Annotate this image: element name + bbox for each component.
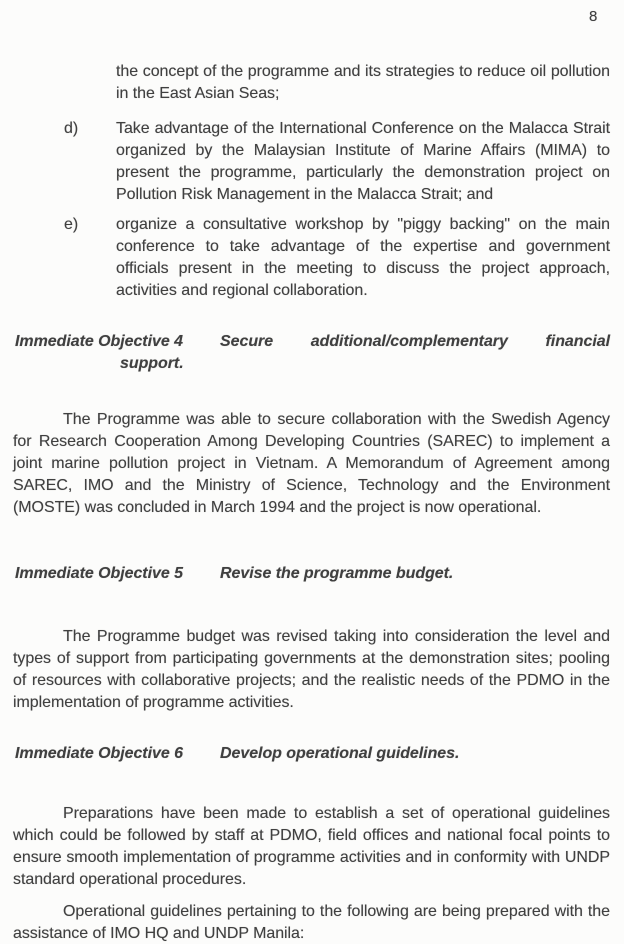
objective-4-title-word: Secure	[220, 333, 274, 350]
objective-4-title-line2: support.	[120, 355, 184, 372]
objective-5-label: Immediate Objective 5	[15, 565, 183, 582]
objective-4-title-word: financial	[545, 333, 610, 350]
objective-4-paragraph: The Programme was able to secure collaboration with the Swedish Agency for Research Cooperation Among Developing Countries (SAREC) to implement a joint marine pollution project in Vietnam. A Memorandum of Agreement among SAREC, IMO and the Ministry of Science, Technology and the Environment (MOSTE) was concluded in March 1994 and the project is now operational.	[13, 411, 610, 516]
objective-4-label: Immediate Objective 4	[15, 333, 183, 350]
objective-6-title: Develop operational guidelines.	[220, 745, 460, 762]
list-item-label: e)	[64, 216, 79, 233]
objective-5-heading	[15, 563, 610, 585]
list-item-label: d)	[64, 120, 79, 137]
objective-4-heading	[15, 331, 610, 375]
objective-6-heading	[15, 743, 610, 765]
list-intro-continuation: the concept of the programme and its strategies to reduce oil pollution in the East Asian Seas;	[116, 63, 610, 102]
objective-6-label: Immediate Objective 6	[15, 745, 183, 762]
objective-5-title: Revise the programme budget.	[220, 565, 454, 582]
objective-6-paragraph: Preparations have been made to establish a set of operational guidelines which could be followed by staff at PDMO, field offices and national focal points to ensure smooth implementation of programme activities and in conformity with UNDP standard operational procedures.	[13, 805, 610, 888]
objective-6-paragraph-2: Operational guidelines pertaining to the following are being prepared with the assistance of IMO HQ and UNDP Manila:	[13, 903, 610, 942]
objective-5-paragraph: The Programme budget was revised taking into consideration the level and types of support from participating governments at the demonstration sites; pooling of resources with collaborative projects; and the realistic needs of the PDMO in the implementation of programme activities.	[13, 628, 610, 711]
list-item-text: organize a consultative workshop by "piggy backing" on the main conference to take advantage of the expertise and government officials present in the meeting to discuss the project approach, activities and regional collaboration.	[116, 216, 610, 299]
objective-4-title-word: additional/complementary	[310, 333, 508, 350]
list-item-e	[64, 214, 610, 302]
page-number: 8	[589, 8, 598, 25]
list-item-d	[64, 118, 610, 206]
list-item-text: Take advantage of the International Conference on the Malacca Strait organized by the Malaysian Institute of Marine Affairs (MIMA) to present the programme, particularly the demonstration project on Pollution Risk Management in the Malacca Strait; and	[116, 120, 610, 203]
